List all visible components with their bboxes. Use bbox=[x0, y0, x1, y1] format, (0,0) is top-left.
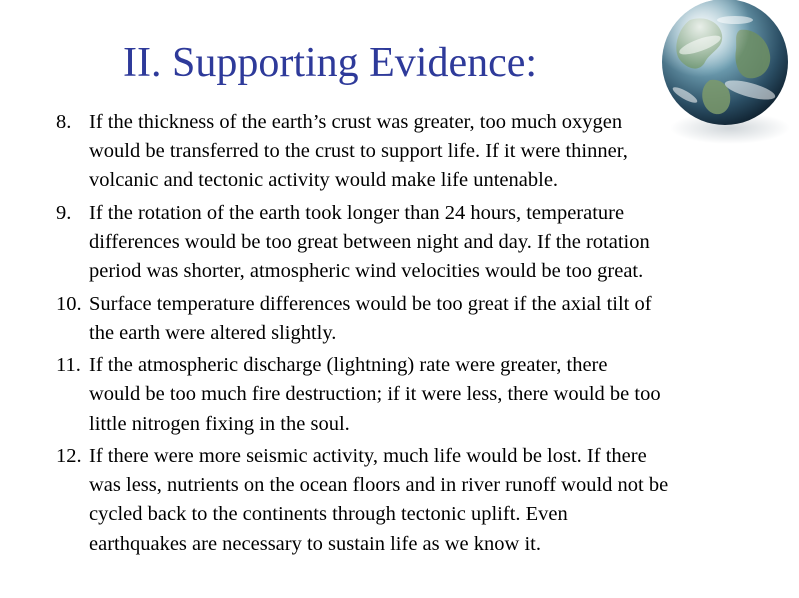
item-text bbox=[89, 199, 786, 287]
item-text-line: was less, nutrients on the ocean floors and in river runoff would not be bbox=[89, 474, 669, 497]
item-text bbox=[89, 290, 786, 348]
evidence-list bbox=[56, 108, 786, 562]
item-text-line: period was shorter, atmospheric wind velocities would be too great. bbox=[89, 260, 644, 283]
item-number: 12. bbox=[56, 444, 82, 467]
item-text bbox=[89, 108, 786, 196]
item-text-line: would be transferred to the crust to support life. If it were thinner, bbox=[89, 140, 628, 163]
item-text-line: differences would be too great between night and day. If the rotation bbox=[89, 231, 650, 253]
item-text-line: would be too much fire destruction; if it were less, there would be too bbox=[89, 383, 661, 406]
item-text-line: little nitrogen fixing in the soul. bbox=[89, 412, 350, 435]
item-text-line: cycled back to the continents through tectonic uplift. Even bbox=[89, 503, 568, 526]
evidence-item-11 bbox=[56, 351, 786, 439]
item-text-line: If the rotation of the earth took longer than 24 hours, temperature bbox=[89, 201, 625, 224]
item-text-line: Surface temperature differences would be too great if the axial tilt of bbox=[89, 292, 652, 315]
item-number: 9. bbox=[56, 201, 72, 224]
evidence-item-9 bbox=[56, 199, 786, 287]
item-number: 11. bbox=[56, 354, 81, 377]
item-number: 10. bbox=[56, 292, 82, 315]
slide-title: II. Supporting Evidence: bbox=[123, 40, 538, 86]
item-number: 8. bbox=[56, 111, 72, 133]
evidence-item-12 bbox=[56, 442, 786, 559]
item-text bbox=[89, 442, 786, 559]
evidence-item-8 bbox=[56, 108, 786, 196]
item-text-line: If there were more seismic activity, much life would be lost. If there bbox=[89, 444, 647, 467]
item-text-line: If the atmospheric discharge (lightning) rate were greater, there bbox=[89, 354, 608, 377]
item-text-line: If the thickness of the earth’s crust was greater, too much oxygen bbox=[89, 111, 623, 133]
item-text-line: the earth were altered slightly. bbox=[89, 321, 337, 344]
item-text bbox=[89, 351, 786, 439]
item-text-line: volcanic and tectonic activity would make life untenable. bbox=[89, 169, 559, 192]
evidence-item-10 bbox=[56, 290, 786, 348]
item-text-line: earthquakes are necessary to sustain life as we know it. bbox=[89, 532, 541, 555]
